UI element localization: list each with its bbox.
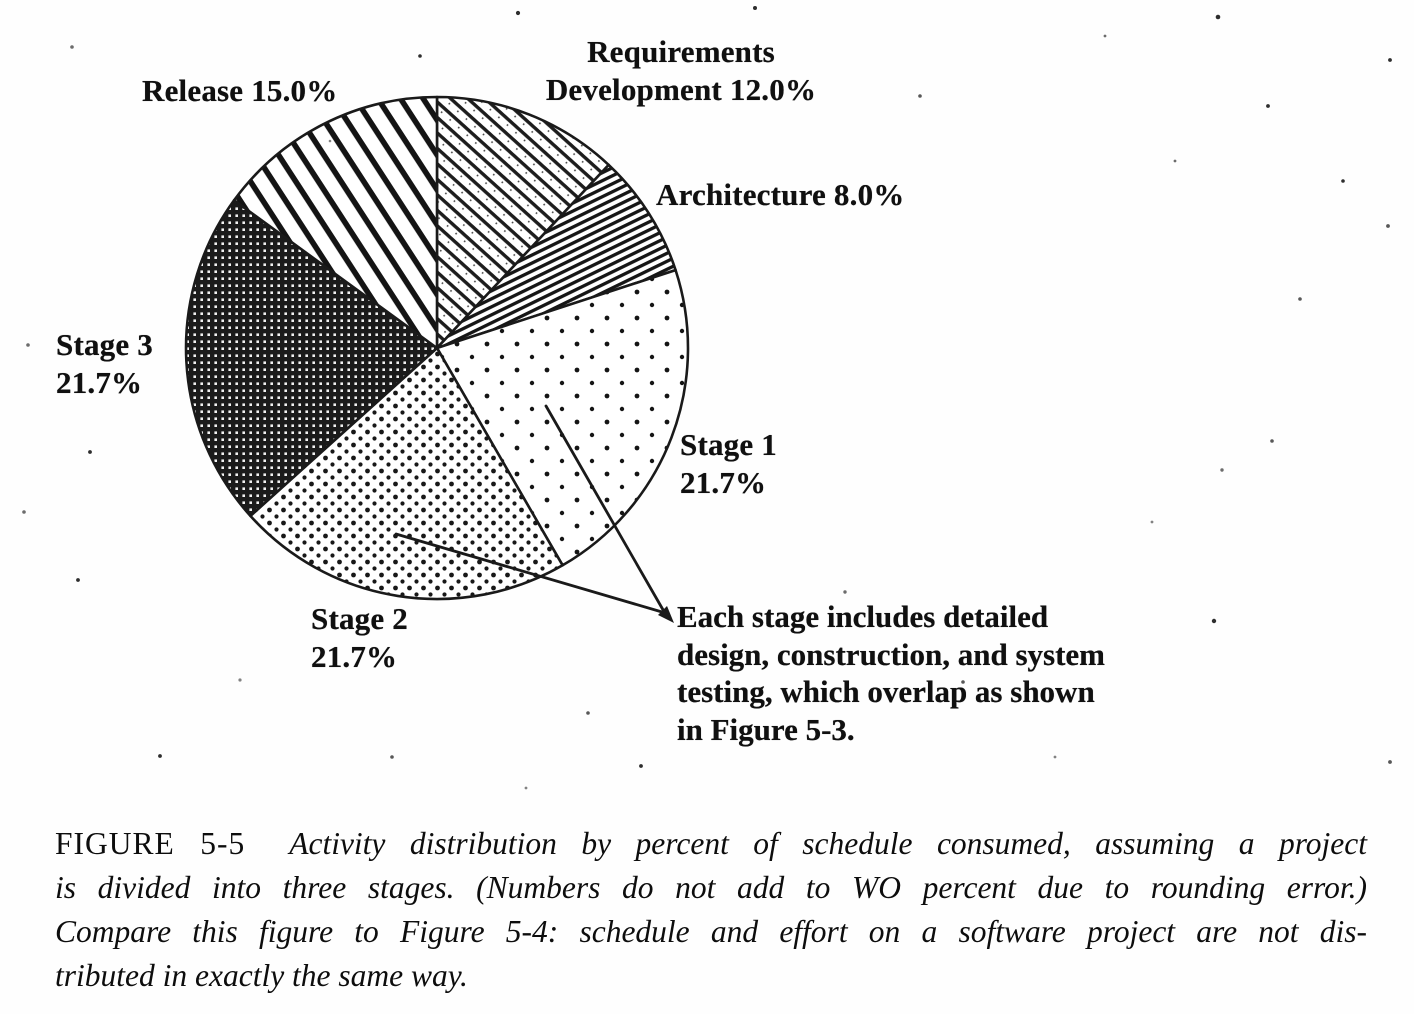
label-requirements-line2: Development 12.0% bbox=[545, 72, 817, 107]
label-stage2-name: Stage 2 bbox=[311, 601, 408, 636]
label-stage2-value: 21.7% bbox=[311, 639, 398, 674]
caption-text: Activity distribution by percent of schedule consumed, assuming a project bbox=[289, 826, 1368, 861]
annotation-line: in Figure 5-3. bbox=[677, 711, 855, 747]
caption-line-1 bbox=[55, 822, 1367, 866]
caption-line-4: tributed in exactly the same way. bbox=[55, 958, 468, 993]
label-stage1-name: Stage 1 bbox=[680, 427, 777, 462]
caption-figure-label: FIGURE 5-5 bbox=[55, 826, 246, 861]
label-release: Release 15.0% bbox=[142, 73, 338, 108]
label-stage1-value: 21.7% bbox=[680, 465, 767, 500]
annotation-line: testing, which overlap as shown bbox=[677, 674, 1095, 709]
label-requirements-line1: Requirements bbox=[587, 34, 775, 69]
figure-caption bbox=[55, 822, 1367, 998]
label-stage-3 bbox=[56, 326, 153, 402]
stage-annotation bbox=[677, 598, 1105, 748]
label-architecture: Architecture 8.0% bbox=[656, 177, 905, 212]
arrowhead-icon bbox=[658, 606, 674, 623]
label-requirements-development bbox=[480, 33, 882, 109]
label-stage3-value: 21.7% bbox=[56, 365, 143, 400]
label-stage-1 bbox=[680, 426, 777, 502]
annotation-line: design, construction, and system bbox=[677, 636, 1106, 672]
caption-line-3: Compare this figure to Figure 5-4: schedule and effort on a software project are not dis- bbox=[55, 914, 1367, 949]
caption-line-2: is divided into three stages. (Numbers do not add to WO percent due to rounding error.) bbox=[55, 870, 1367, 905]
label-stage3-name: Stage 3 bbox=[56, 327, 153, 362]
label-stage-2 bbox=[311, 600, 408, 676]
annotation-line: Each stage includes detailed bbox=[677, 599, 1049, 634]
